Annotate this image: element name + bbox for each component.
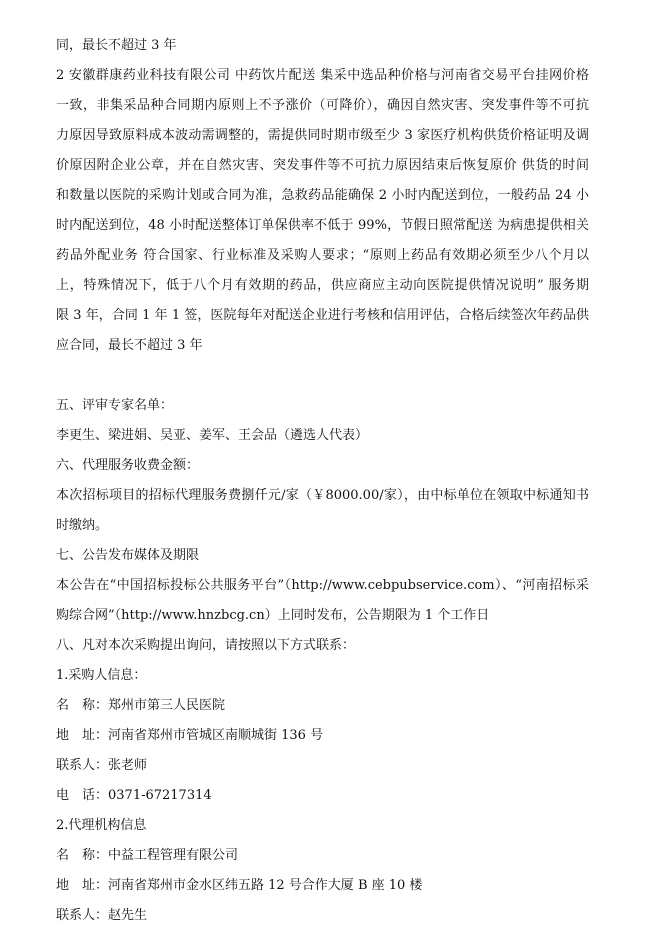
item2-line: 价原因附企业公章，并在自然灾害、突发事件等不可抗力原因结束后恢复原价 供货的时间 [56, 158, 589, 173]
section7-line: 本公告在“中国招标投标公共服务平台”（http://www.cebpubservice.com）、“河南招标采 [56, 578, 589, 593]
purchaser-name: 名 称：郑州市第三人民医院 [56, 698, 226, 713]
purchaser-address: 地 址：河南省郑州市管城区南顺城街 136 号 [56, 728, 324, 743]
purchaser-phone: 电 话：0371-67217314 [56, 788, 212, 803]
section7-heading: 七、公告发布媒体及期限 [56, 548, 200, 563]
section6-line: 本次招标项目的招标代理服务费捌仟元/家（￥8000.00/家），由中标单位在领取中标通知书 [56, 488, 589, 503]
section6-line: 时缴纳。 [56, 518, 109, 533]
purchaser-title: 1.采购人信息： [56, 668, 147, 683]
agency-name: 名 称：中益工程管理有限公司 [56, 848, 239, 863]
section5-heading: 五、评审专家名单： [56, 398, 174, 413]
agency-contact: 联系人：赵先生 [56, 908, 148, 923]
section8-heading: 八、凡对本次采购提出询问，请按照以下方式联系： [56, 638, 356, 653]
agency-title: 2.代理机构信息 [56, 818, 147, 833]
item2-line: 一致，非集采品种合同期内原则上不予涨价（可降价），确因自然灾害、突发事件等不可抗 [56, 98, 589, 113]
item2-line: 和数量以医院的采购计划或合同为准，急救药品能确保 2 小时内配送到位，一般药品 24 小 [56, 188, 589, 203]
agency-address: 地 址：河南省郑州市金水区纬五路 12 号合作大厦 B 座 10 楼 [56, 878, 423, 893]
item2-line: 应合同，最长不超过 3 年 [56, 338, 203, 353]
continuation-line: 同，最长不超过 3 年 [56, 38, 177, 53]
item2-line: 药品外配业务 符合国家、行业标准及采购人要求；“原则上药品有效期必须至少八个月以 [56, 248, 589, 263]
item2-line: 2 安徽群康药业科技有限公司 中药饮片配送 集采中选品种价格与河南省交易平台挂网价格 [56, 68, 589, 83]
item2-line: 时内配送到位，48 小时配送整体订单保供率不低于 99%，节假日照常配送 为病患提供相关 [56, 218, 589, 233]
purchaser-contact: 联系人：张老师 [56, 758, 148, 773]
section6-heading: 六、代理服务收费金额： [56, 458, 200, 473]
section5-content: 李更生、梁进娟、吴亚、姜军、王会品（遴选人代表） [56, 428, 369, 443]
item2-line: 限 3 年，合同 1 年 1 签，医院每年对配送企业进行考核和信用评估，合格后续签次年药品供 [56, 308, 589, 323]
item2-line: 力原因导致原料成本波动需调整的，需提供同时期市级至少 3 家医疗机构供货价格证明及调 [56, 128, 589, 143]
item2-line: 上，特殊情况下，低于八个月有效期的药品，供应商应主动向医院提供情况说明” 服务期 [56, 278, 589, 293]
section7-line: 购综合网”（http://www.hnzbcg.cn）上同时发布，公告期限为 1 个工作日 [56, 608, 490, 623]
